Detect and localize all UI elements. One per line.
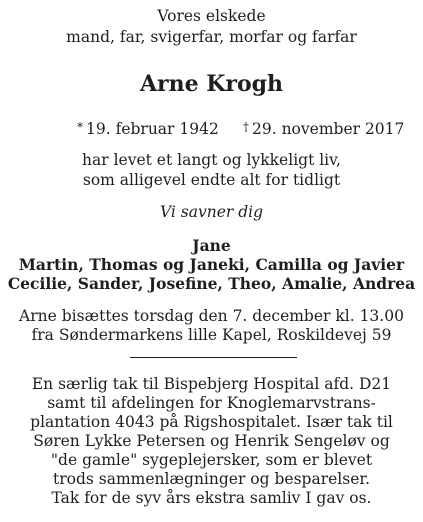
thanks-line-7: Tak for de syv års ekstra samliv I gav os. [51, 489, 372, 507]
thanks-line-4: Søren Lykke Petersen og Henrik Sengeløv og [33, 432, 390, 450]
birth-date [77, 118, 219, 139]
death-date [243, 118, 404, 139]
thanks-line-6: trods sammenlægninger og besparelser. [52, 470, 371, 488]
thanks-line-5: "de gamle" sygeplejersker, som er blevet [50, 451, 373, 469]
epitaph-line-1: har levet et langt og lykkeligt liv, [82, 151, 341, 169]
epitaph-line-2: som alligevel endte alt for tidligt [82, 171, 341, 189]
thanks-line-1: En særlig tak til Bispebjerg Hospital afd. D21 [31, 375, 392, 393]
funeral-line-2: fra Søndermarkens lille Kapel, Roskildevej 59 [31, 326, 392, 344]
life-dates [0, 118, 423, 138]
divider-rule [130, 357, 297, 358]
birth-symbol: * [77, 120, 83, 134]
birth-date-text: 19. februar 1942 [86, 120, 219, 138]
family-line-1: Jane [192, 236, 231, 255]
deceased-name: Arne Krogh [139, 71, 284, 97]
family-line-3: Cecilie, Sander, Josefine, Theo, Amalie, Andrea [7, 274, 416, 293]
funeral-line-1: Arne bisættes torsdag den 7. december kl. 13.00 [19, 307, 404, 325]
family-line-2: Martin, Thomas og Janeki, Camilla og Javier [18, 255, 405, 274]
death-symbol: † [243, 120, 249, 134]
intro-line-1: Vores elskede [157, 7, 266, 25]
intro-line-2: mand, far, svigerfar, morfar og farfar [66, 28, 357, 46]
missed-by: Vi savner dig [159, 203, 264, 221]
death-date-text: 29. november 2017 [252, 120, 405, 138]
thanks-line-3: plantation 4043 på Rigshospitalet. Især tak til [30, 413, 393, 431]
thanks-line-2: samt til afdelingen for Knoglemarvstrans- [47, 394, 376, 412]
